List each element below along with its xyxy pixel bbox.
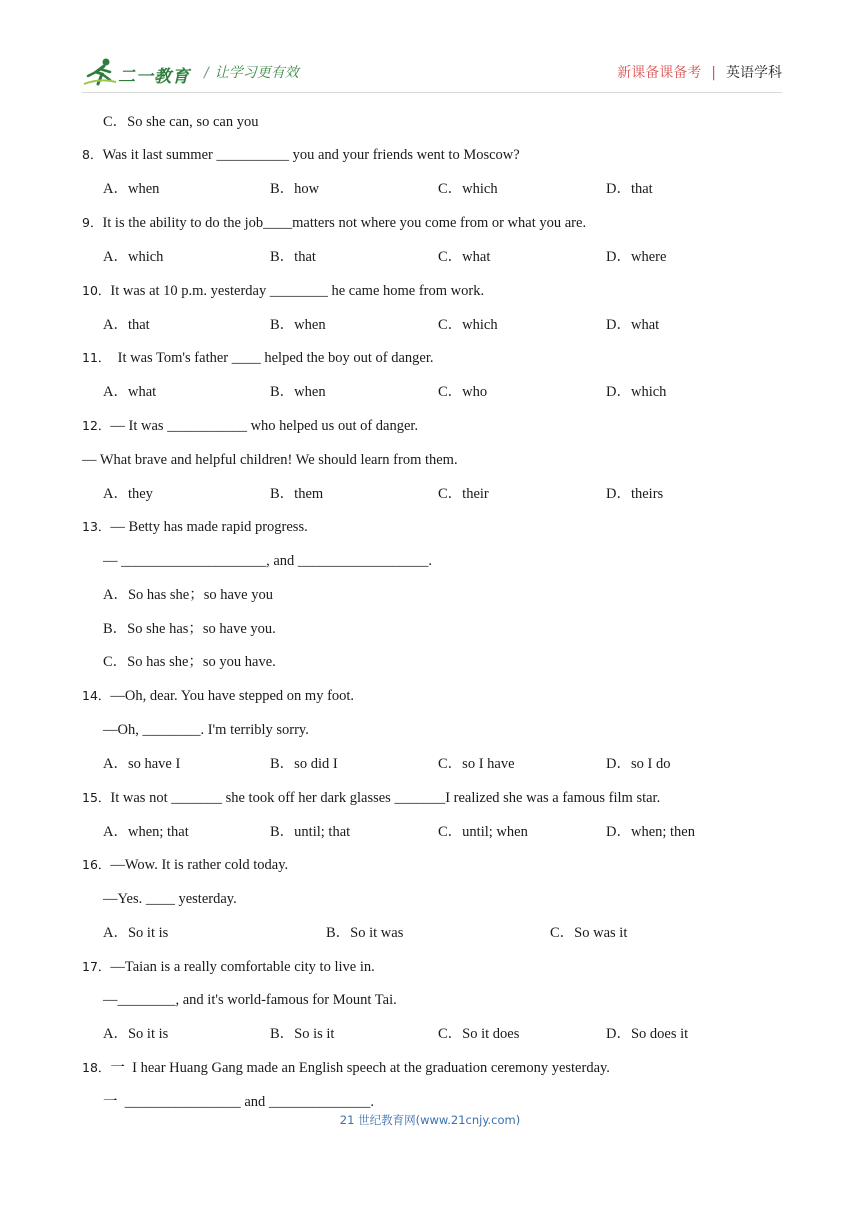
- question-text: —Taian is a really comfortable city to live in.: [110, 959, 375, 975]
- question-number: 11．: [82, 350, 111, 365]
- option-c: C．what: [438, 249, 491, 265]
- question-number: 8．: [82, 147, 103, 162]
- option-b: B．when: [270, 317, 326, 333]
- question-number: 12．: [82, 418, 111, 433]
- option-a: A．So it is: [103, 1026, 169, 1042]
- question-number: 10．: [82, 283, 111, 298]
- question-number: 9．: [82, 215, 103, 230]
- runner-icon: [82, 56, 118, 88]
- option-c: C．so I have: [438, 756, 515, 772]
- slogan: / 让学习更有效: [204, 65, 299, 81]
- option-d: D．theirs: [606, 486, 664, 502]
- question-text: —Wow. It is rather cold today.: [110, 857, 289, 873]
- question-number: 15．: [82, 790, 111, 805]
- option-b: B．So she has；so have you.: [103, 621, 276, 637]
- question-dialogue-line: — What brave and helpful children! We should learn from them.: [82, 452, 458, 468]
- header-subject: 英语学科: [726, 65, 782, 81]
- option-b: B．how: [270, 181, 320, 197]
- header-divider: [82, 92, 782, 93]
- option-c: C．So was it: [550, 925, 628, 941]
- question-13: [82, 518, 308, 536]
- option-d: D．what: [606, 317, 660, 333]
- option-a: A．what: [103, 384, 157, 400]
- option-c: C．So it does: [438, 1026, 520, 1042]
- option-d: D．So does it: [606, 1026, 689, 1042]
- question-8: [82, 146, 520, 164]
- option-a: A．So it is: [103, 925, 169, 941]
- question-9: [82, 214, 586, 232]
- option-c: C．So has she；so you have.: [103, 654, 276, 670]
- question-text: It is the ability to do the job____matters not where you come from or what you are.: [102, 215, 587, 231]
- option-d: D．which: [606, 384, 667, 400]
- option-text: C．So she can, so can you: [103, 114, 259, 130]
- header-separator: |: [711, 65, 716, 81]
- option-b: B．So is it: [270, 1026, 335, 1042]
- question-number: 13．: [82, 519, 111, 534]
- option-c: C．which: [438, 181, 498, 197]
- question-number: 16．: [82, 857, 111, 872]
- option-a: A．when: [103, 181, 160, 197]
- question-number: 17．: [82, 959, 111, 974]
- question-dialogue-line: — ____________________, and __________________.: [103, 553, 433, 569]
- page-header: [82, 56, 782, 88]
- option-c: C．who: [438, 384, 488, 400]
- slogan-text: 让学习更有效: [214, 65, 299, 81]
- question-15: [82, 789, 660, 807]
- option-c: C．their: [438, 486, 489, 502]
- question-10: [82, 282, 484, 300]
- question-number: 18．: [82, 1060, 111, 1075]
- question-text: It was at 10 p.m. yesterday ________ he came home from work.: [110, 283, 485, 299]
- question-number: 14．: [82, 688, 111, 703]
- question-dialogue-line: 一 ________________ and ______________.: [103, 1094, 375, 1110]
- question-text: Was it last summer __________ you and your friends went to Moscow?: [102, 147, 520, 163]
- option-b: B．So it was: [326, 925, 404, 941]
- option-a: A．when; that: [103, 824, 189, 840]
- option-b: B．when: [270, 384, 326, 400]
- question-text: — It was ___________ who helped us out of danger.: [110, 418, 419, 434]
- question-dialogue-line: —________, and it's world-famous for Mount Tai.: [103, 992, 397, 1008]
- option-a: A．So has she；so have you: [103, 587, 273, 603]
- question-text: It was Tom's father ____ helped the boy out of danger.: [110, 350, 434, 366]
- option-d: D．that: [606, 181, 653, 197]
- question-17: [82, 958, 375, 976]
- option-b: B．them: [270, 486, 324, 502]
- question-dialogue-line: —Oh, ________. I'm terribly sorry.: [103, 722, 309, 738]
- option-a: A．so have I: [103, 756, 181, 772]
- option-d: D．when; then: [606, 824, 695, 840]
- question-text: It was not _______ she took off her dark glasses _______I realized she was a famous film star.: [110, 790, 661, 806]
- question-11: [82, 349, 433, 367]
- page-footer: 21 世纪教育网(www.21cnjy.com): [339, 1113, 521, 1127]
- option-b: B．that: [270, 249, 316, 265]
- logo: [82, 56, 192, 88]
- option-b: B．so did I: [270, 756, 338, 772]
- option-a: A．that: [103, 317, 150, 333]
- question-text: — Betty has made rapid progress.: [110, 519, 308, 535]
- option-b: B．until; that: [270, 824, 351, 840]
- option-a: A．they: [103, 486, 153, 502]
- header-right: [617, 62, 782, 82]
- question-dialogue-line: —Yes. ____ yesterday.: [103, 891, 237, 907]
- option-c: C．which: [438, 317, 498, 333]
- option-d: D．so I do: [606, 756, 671, 772]
- option-c: C．until; when: [438, 824, 528, 840]
- question-text: 一 I hear Huang Gang made an English speech at the graduation ceremony yesterday.: [110, 1060, 610, 1076]
- question-text: —Oh, dear. You have stepped on my foot.: [110, 688, 355, 704]
- question-14: [82, 687, 354, 705]
- logo-text: 二一教育: [118, 67, 190, 87]
- question-18: [82, 1059, 610, 1077]
- option-a: A．which: [103, 249, 164, 265]
- question-16: [82, 856, 288, 874]
- header-category: 新课备课备考: [617, 65, 702, 81]
- question-12: [82, 417, 418, 435]
- option-d: D．where: [606, 249, 667, 265]
